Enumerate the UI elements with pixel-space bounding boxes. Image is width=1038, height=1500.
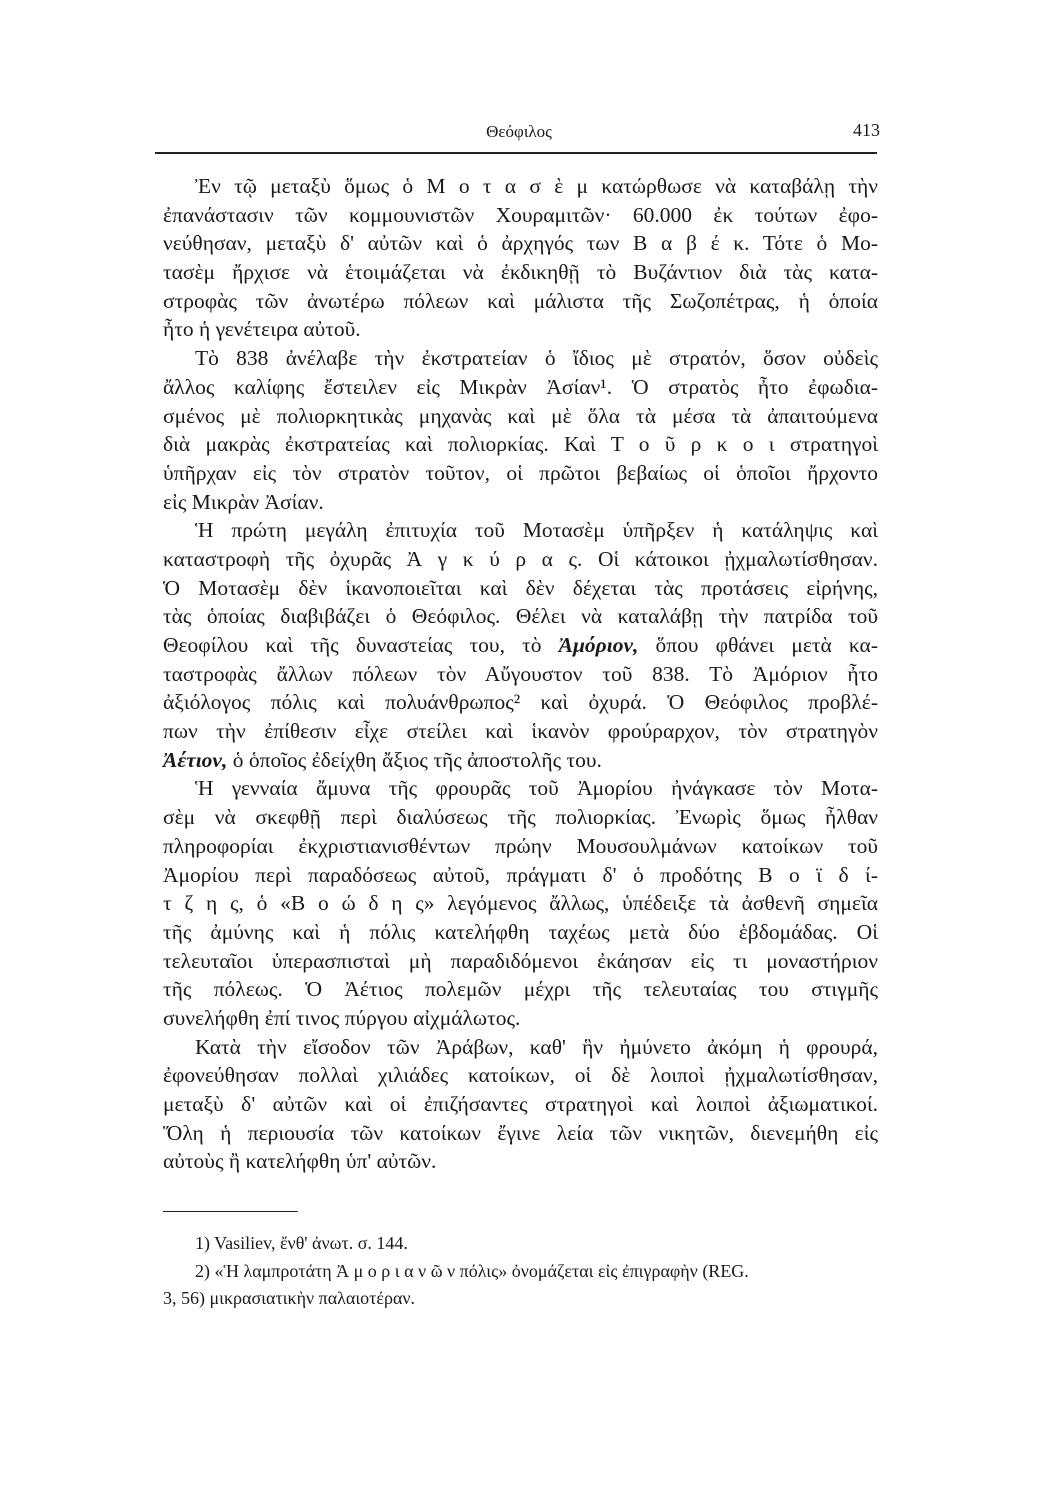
footnote-2: 2) «Ἡ λαμπροτάτη Ἀ μ ο ρ ι α ν ῶ ν πόλις» ὀνομάζεται εἰς ἐπιγραφὴν (REG. [195,1260,749,1281]
text-line [163,545,878,574]
text-line [163,861,878,890]
text-segment: ὑπῆρχαν εἰς τὸν στρατὸν τοῦτον, οἱ πρῶτοι βεβαίως οἱ ὁποῖοι ἤρχοντο [163,460,878,485]
emphasized-term: Ἀμόριον, [558,633,639,657]
footnote-2-continued: 3, 56) μικρασιατικὴν παλαιοτέραν. [163,1288,416,1308]
emphasized-term: Ἀέτιον, [163,747,228,772]
text-line [163,1147,878,1176]
header-rule [155,152,877,154]
page-number: 413 [853,120,880,140]
text-segment: στροφὰς τῶν ἀνωτέρω πόλεων καὶ μάλιστα τῆς Σωζοπέτρας, ἡ ὁποία [163,288,878,313]
running-title: Θεόφιλος [486,122,552,141]
text-line [163,803,878,832]
text-line [163,1119,878,1148]
text-line [163,832,878,861]
text-line [163,459,878,488]
text-line [163,315,878,344]
text-line [163,229,878,258]
text-segment: ἐφονεύθησαν πολλαὶ χιλιάδες κατοίκων, οἱ δὲ λοιποὶ ᾐχμαλωτίσθησαν, [163,1063,878,1088]
text-segment: συνελήφθη ἐπί τινος πύργου αἰχμάλωτος. [163,1005,521,1030]
text-line [163,975,878,1004]
text-segment: τὰς ὁποίας διαβιβάζει ὁ Θεόφιλος. Θέλει νὰ καταλάβῃ τὴν πατρίδα τοῦ [163,604,878,629]
text-segment: ἐπανάστασιν τῶν κομμουνιστῶν Χουραμιτῶν· 60.000 ἐκ τούτων ἐφο- [163,202,878,227]
text-line [163,947,878,976]
text-segment: Ἡ γενναία ἄμυνα τῆς φρουρᾶς τοῦ Ἀμορίου ἠνάγκασε τὸν Μοτα- [195,776,878,801]
text-line [163,516,878,545]
text-segment: Θεοφίλου καὶ τῆς δυναστείας του, τὸ [163,633,559,657]
text-line [163,201,878,230]
text-segment: σὲμ νὰ σκεφθῇ περὶ διαλύσεως τῆς πολιορκίας. Ἐνωρὶς ὅμως ἦλθαν [163,805,878,830]
paragraph [163,344,878,516]
text-segment: τ ζ η ς, ὁ «Β ο ώ δ η ς» λεγόμενος ἄλλως, ὑπέδειξε τὰ ἀσθενῆ σημεῖα [163,891,878,916]
text-segment: Ἡ πρώτη μεγάλη ἐπιτυχία τοῦ Μοτασὲμ ὑπῆρξεν ἡ κατάληψις καὶ [195,518,878,543]
text-line [163,631,878,660]
text-line [163,344,878,373]
text-segment: ἄλλος καλίφης ἔστειλεν εἰς Μικρὰν Ἀσίαν¹. Ὁ στρατὸς ἦτο ἐφωδια- [163,374,878,399]
text-segment: ἀξιόλογος πόλις καὶ πολυάνθρωπος² καὶ ὀχυρά. Ὁ Θεόφιλος προβλέ- [163,690,878,715]
text-segment: σμένος μὲ πολιορκητικὰς μηχανὰς καὶ μὲ ὅλα τὰ μέσα τὰ ἀπαιτούμενα [163,403,878,428]
text-line [163,402,878,431]
text-line [163,1090,878,1119]
text-segment: τῆς πόλεως. Ὁ Ἀέτιος πολεμῶν μέχρι τῆς τελευταίας του στιγμῆς [163,977,878,1002]
text-segment: τῆς ἀμύνης καὶ ἡ πόλις κατελήφθη ταχέως μετὰ δύο ἑβδομάδας. Οἱ [163,919,878,944]
text-segment: πων τὴν ἐπίθεσιν εἶχε στείλει καὶ ἱκανὸν φρούραρχον, τὸν στρατηγὸν [163,719,878,744]
text-segment: τελευταῖοι ὑπερασπισταὶ μὴ παραδιδόμενοι ἐκάησαν εἰς τι μοναστήριον [163,948,878,973]
text-line [163,660,878,689]
text-line [163,774,878,803]
text-line [163,258,878,287]
text-segment: ὅπου φθάνει μετὰ κα- [638,633,878,657]
text-line [163,1004,878,1033]
text-line [163,746,878,775]
text-line [163,688,878,717]
body-text [163,172,878,1176]
paragraph [163,1033,878,1176]
text-line [163,717,878,746]
text-line [163,889,878,918]
text-line [163,602,878,631]
text-segment: Ὁ Μοτασὲμ δὲν ἱκανοποιεῖται καὶ δὲν δέχεται τὰς προτάσεις εἰρήνης, [163,575,878,600]
text-segment: Τὸ 838 ἀνέλαβε τὴν ἐκστρατείαν ὁ ἴδιος μὲ στρατόν, ὅσον οὐδεὶς [195,346,878,371]
text-segment: ἦτο ἡ γενέτειρα αὐτοῦ. [163,317,361,342]
text-segment: διὰ μακρὰς ἐκστρατείας καὶ πολιορκίας. Καὶ Τ ο ῦ ρ κ ο ι στρατηγοὶ [163,432,878,457]
text-line [163,488,878,517]
paragraph [163,774,878,1032]
footnote-1: 1) Vasiliev, ἔνθ' ἀνωτ. σ. 144. [195,1233,408,1253]
text-line [163,574,878,603]
text-line [163,430,878,459]
text-segment: Ὅλη ἡ περιουσία τῶν κατοίκων ἔγινε λεία τῶν νικητῶν, διενεμήθη εἰς [163,1120,878,1145]
text-segment: εἰς Μικρὰν Ἀσίαν. [163,489,324,514]
text-segment: Ἐν τῷ μεταξὺ ὅμως ὁ Μ ο τ α σ ὲ μ κατώρθωσε νὰ καταβάλῃ τὴν [195,174,878,198]
text-line [163,373,878,402]
text-segment: Ἀμορίου περὶ παραδόσεως αὐτοῦ, πράγματι δ' ὁ προδότης Β ο ϊ δ ί- [163,862,878,887]
footnotes [163,1230,878,1313]
text-segment: νεύθησαν, μεταξὺ δ' αὐτῶν καὶ ὁ ἀρχηγός των Β α β έ κ. Τότε ὁ Μο- [163,231,878,256]
text-line [163,1061,878,1090]
text-segment: μεταξὺ δ' αὐτῶν καὶ οἱ ἐπιζήσαντες στρατηγοὶ καὶ λοιποὶ ἀξιωματικοί. [163,1092,878,1116]
text-line [163,1033,878,1062]
text-segment: Κατὰ τὴν εἴσοδον τῶν Ἀράβων, καθ' ἣν ἠμύνετο ἀκόμη ἡ φρουρά, [195,1034,878,1059]
text-segment: αὐτοὺς ἢ κατελήφθη ὑπ' αὐτῶν. [163,1149,437,1174]
footnote-separator [163,1211,298,1212]
page-header [160,116,878,146]
text-segment: τασὲμ ἤρχισε νὰ ἑτοιμάζεται νὰ ἐκδικηθῇ τὸ Βυζάντιον διὰ τὰς κατα- [163,260,878,285]
text-segment: ὁ ὁποῖος ἐδείχθη ἄξιος τῆς ἀποστολῆς του. [227,747,602,772]
paragraph [163,172,878,344]
text-line [163,172,878,201]
paragraph [163,516,878,774]
text-line [163,918,878,947]
text-line [163,287,878,316]
text-segment: καταστροφὴ τῆς ὀχυρᾶς Ἀ γ κ ύ ρ α ς. Οἱ κάτοικοι ᾐχμαλωτίσθησαν. [163,546,878,571]
text-segment: πληροφορίαι ἐκχριστιανισθέντων πρώην Μουσουλμάνων κατοίκων τοῦ [163,833,878,858]
text-segment: ταστροφὰς ἄλλων πόλεων τὸν Αὔγουστον τοῦ 838. Τὸ Ἀμόριον ἦτο [163,661,878,686]
